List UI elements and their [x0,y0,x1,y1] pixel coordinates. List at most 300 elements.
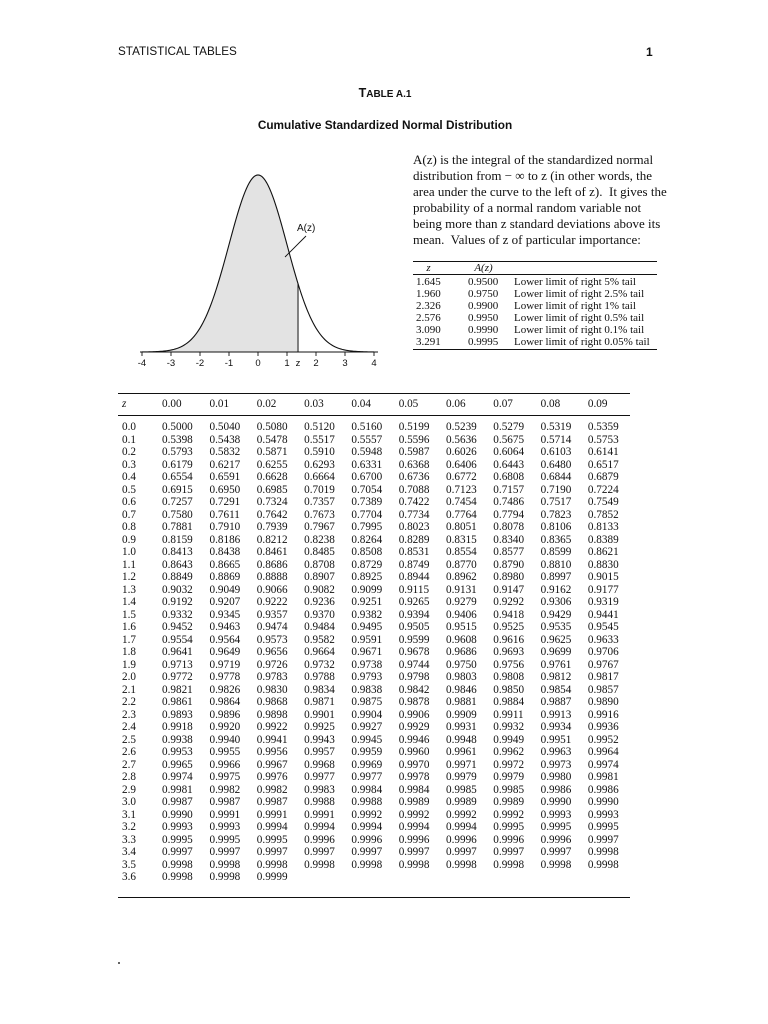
probability-value: 0.8888 [256,571,288,583]
probability-value: 0.9996 [351,833,383,846]
probability-value: 0.9985 [446,783,477,796]
key-z-value: 2.576 [416,312,441,324]
probability-value: 0.9992 [446,808,477,821]
probability-value: 0.8621 [587,546,619,558]
z-value: 0.6 [122,496,136,508]
probability-value: 0.7734 [398,508,430,521]
probability-value: 0.9989 [398,796,430,808]
probability-value: 0.9949 [493,733,525,746]
probability-value: 0.7454 [446,496,477,508]
probability-value: 0.9292 [493,596,525,608]
probability-value: 0.8665 [209,558,241,571]
z-column-header: z [122,398,127,410]
probability-value: 0.9750 [446,658,477,671]
table-rule [413,274,657,275]
probability-value: 0.9997 [351,846,383,858]
probability-value: 0.5871 [256,446,288,458]
probability-value: 0.6293 [304,458,335,471]
probability-value: 0.9951 [540,733,572,746]
probability-value: 0.6879 [587,471,619,483]
key-probability-value: 0.9900 [468,300,499,312]
probability-value: 0.6255 [256,458,288,471]
probability-value: 0.8106 [540,521,572,533]
probability-value: 0.5040 [209,421,241,433]
table-row [118,509,630,522]
probability-value: 0.9998 [587,858,619,871]
probability-value: 0.7324 [256,496,288,508]
z-value: 0.7 [122,508,136,521]
probability-value: 0.9987 [256,796,288,808]
z-value: 3.2 [122,821,136,833]
probability-value: 0.9981 [587,771,619,783]
probability-value: 0.5675 [493,433,525,446]
table-row [118,696,630,709]
probability-value: 0.9564 [209,633,241,646]
probability-value: 0.8078 [493,521,525,533]
probability-value: 0.9803 [446,671,477,683]
probability-value: 0.9582 [304,633,335,646]
probability-value: 0.7881 [162,521,193,533]
probability-value: 0.9082 [304,583,335,596]
probability-value: 0.8849 [162,571,193,583]
probability-value: 0.6103 [540,446,572,458]
probability-value: 0.5239 [446,421,477,433]
key-z-value: 3.291 [416,336,441,348]
probability-value: 0.9998 [446,858,477,871]
column-header: 0.07 [493,398,513,410]
table-row [118,471,630,484]
probability-value: 0.9686 [446,646,477,658]
tick-label: 2 [313,358,319,369]
table-label: TABLE A.1 [358,86,412,100]
probability-value: 0.9979 [446,771,477,783]
intro-line: being more than z standard deviations above its [413,216,661,231]
tick-label: -3 [166,358,176,369]
probability-value: 0.7422 [398,496,430,508]
probability-value: 0.9993 [540,808,572,821]
probability-value: 0.9952 [587,733,619,746]
probability-value: 0.9608 [446,633,477,646]
probability-value: 0.9998 [351,858,383,871]
probability-value: 0.9821 [162,683,193,696]
probability-value: 0.9990 [162,808,193,821]
running-head: STATISTICAL TABLES [118,45,237,58]
probability-value: 0.9996 [446,833,477,846]
probability-value: 0.5753 [587,433,619,446]
probability-value: 0.7580 [162,508,193,521]
probability-value: 0.9893 [162,708,193,721]
probability-value: 0.6554 [162,471,193,483]
probability-value: 0.9370 [304,608,335,621]
probability-value: 0.6179 [162,458,193,471]
probability-value: 0.9997 [162,846,193,858]
z-value: 2.8 [122,771,136,783]
key-description: Lower limit of right 0.5% tail [514,312,645,324]
intro-line: distribution from − ∞ to z (in other words, the [413,168,653,183]
probability-value: 0.6985 [256,483,288,496]
probability-value: 0.9994 [351,821,383,833]
z-value: 3.3 [122,833,136,846]
probability-value: 0.5478 [256,433,288,446]
probability-value: 0.5517 [304,433,335,446]
probability-value: 0.9953 [162,746,193,758]
probability-value: 0.9982 [209,783,241,796]
table-rule [118,415,630,416]
probability-value: 0.8023 [398,521,430,533]
table-row [118,534,630,547]
probability-value: 0.9808 [493,671,525,683]
area-label: A(z) [297,223,316,234]
probability-value: 0.9772 [162,671,193,683]
probability-value: 0.8186 [209,533,241,546]
probability-value: 0.5596 [398,433,430,446]
z-value: 2.0 [122,671,136,683]
probability-value: 0.9599 [398,633,430,646]
probability-value: 0.6591 [209,471,241,483]
probability-value: 0.9884 [493,696,525,708]
key-z-value: 1.645 [416,276,441,288]
probability-value: 0.9429 [540,608,572,621]
probability-value: 0.9996 [540,833,572,846]
key-probability-value: 0.9750 [468,288,499,300]
table-row [118,784,630,797]
probability-value: 0.9976 [256,771,288,783]
z-value: 3.0 [122,796,136,808]
table-row [118,659,630,672]
intro-line: area under the curve to the left of z). It gives the [413,184,667,199]
probability-value: 0.9484 [304,621,335,633]
key-description: Lower limit of right 2.5% tail [514,288,645,300]
probability-value: 0.8810 [540,558,572,571]
probability-value: 0.6808 [493,471,525,483]
probability-value: 0.8643 [162,558,193,571]
probability-value: 0.9931 [446,721,477,733]
probability-value: 0.9099 [351,583,383,596]
probability-value: 0.6217 [209,458,241,471]
probability-value: 0.9960 [398,746,430,758]
table-row [118,496,630,509]
tick-label: -2 [195,358,205,369]
probability-value: 0.9934 [540,721,572,733]
probability-value: 0.9656 [256,646,288,658]
probability-value: 0.5910 [304,446,335,458]
column-header: 0.06 [446,398,466,410]
probability-value: 0.6406 [446,458,477,471]
probability-value: 0.9474 [256,621,288,633]
probability-value: 0.5832 [209,446,241,458]
z-value: 2.5 [122,733,136,746]
probability-value: 0.9463 [209,621,241,633]
probability-value: 0.7611 [209,508,240,521]
probability-value: 0.9452 [162,621,193,633]
probability-value: 0.9505 [398,621,430,633]
table-row [118,846,630,859]
probability-value: 0.9985 [493,783,525,796]
probability-value: 0.9032 [162,583,193,596]
probability-value: 0.9991 [256,808,288,821]
key-z-value: 3.090 [416,324,441,336]
probability-value: 0.9998 [304,858,335,871]
key-description: Lower limit of right 0.05% tail [514,336,650,348]
probability-value: 0.7389 [351,496,383,508]
probability-value: 0.9664 [304,646,335,658]
probability-value: 0.9913 [540,708,572,721]
key-table-row [413,276,657,288]
probability-value: 0.9998 [398,858,430,871]
z-value: 1.3 [122,583,136,596]
table-title: Cumulative Standardized Normal Distribution [257,118,513,132]
table-row [118,859,630,872]
probability-value: 0.9938 [162,733,193,746]
column-header: 0.05 [398,398,419,410]
table-row [118,421,630,434]
probability-value: 0.8508 [351,546,383,558]
probability-value: 0.9998 [209,871,241,883]
tick-label: -4 [137,358,147,369]
key-description: Lower limit of right 1% tail [514,300,636,312]
probability-value: 0.8238 [304,533,335,546]
key-column-header: A(z) [474,262,493,274]
z-value: 1.6 [122,621,136,633]
probability-value: 0.8577 [493,546,525,558]
probability-value: 0.9992 [351,808,383,821]
probability-value: 0.9993 [587,808,619,821]
probability-value: 0.7910 [209,521,241,533]
probability-value: 0.9896 [209,708,241,721]
probability-value: 0.9641 [162,646,193,658]
probability-value: 0.9633 [587,633,619,646]
z-value: 0.3 [122,458,136,471]
probability-value: 0.9998 [493,858,525,871]
probability-value: 0.7224 [587,483,619,496]
probability-value: 0.9726 [256,658,288,671]
probability-value: 0.9850 [493,683,525,696]
probability-value: 0.9941 [256,733,288,746]
z-value: 0.1 [122,433,136,446]
probability-value: 0.5120 [304,421,335,433]
probability-value: 0.9744 [398,658,430,671]
probability-value: 0.9838 [351,683,383,696]
probability-value: 0.9265 [398,596,430,608]
z-value: 1.9 [122,658,136,671]
probability-value: 0.9719 [209,658,241,671]
z-value: 1.2 [122,571,136,583]
z-value: 2.9 [122,783,136,796]
probability-value: 0.6628 [256,471,288,483]
table-rule [118,897,630,898]
table-row [118,721,630,734]
table-row [118,734,630,747]
probability-value: 0.9418 [493,608,525,621]
probability-value: 0.5398 [162,433,193,446]
probability-value: 0.9922 [256,721,288,733]
probability-value: 0.7486 [493,496,525,508]
probability-value: 0.7852 [587,508,619,521]
probability-value: 0.9842 [398,683,430,696]
probability-value: 0.9984 [351,783,383,796]
normal-distribution-table [118,393,630,898]
probability-value: 0.9732 [304,658,335,671]
table-row [118,671,630,684]
probability-value: 0.6844 [540,471,572,483]
probability-value: 0.9761 [540,658,572,671]
probability-value: 0.7794 [493,508,525,521]
probability-value: 0.5714 [540,433,572,446]
probability-value: 0.8212 [256,533,288,546]
probability-value: 0.9994 [304,821,335,833]
probability-value: 0.7190 [540,483,572,496]
probability-value: 0.8389 [587,533,619,546]
probability-value: 0.9945 [351,733,383,746]
probability-value: 0.9846 [446,683,477,696]
z-value: 3.1 [122,808,136,821]
z-value: 2.3 [122,708,136,721]
probability-value: 0.9678 [398,646,430,658]
probability-value: 0.9738 [351,658,383,671]
probability-value: 0.6480 [540,458,572,471]
probability-value: 0.9357 [256,608,288,621]
probability-value: 0.9525 [493,621,525,633]
table-row [118,596,630,609]
probability-value: 0.5438 [209,433,241,446]
probability-value: 0.9996 [398,833,430,846]
table-row [118,821,630,834]
tick-label: 0 [255,358,261,369]
probability-value: 0.9968 [304,758,335,771]
probability-value: 0.9868 [256,696,288,708]
table-row [118,459,630,472]
probability-value: 0.9406 [446,608,477,621]
probability-value: 0.7995 [351,521,383,533]
z-value: 2.7 [122,758,136,771]
probability-value: 0.9798 [398,671,430,683]
table-row [118,559,630,572]
probability-value: 0.9956 [256,746,288,758]
probability-value: 0.9306 [540,596,572,608]
probability-value: 0.9898 [256,708,288,721]
probability-value: 0.9861 [162,696,193,708]
probability-value: 0.9251 [351,596,383,608]
probability-value: 0.9995 [256,833,288,846]
probability-value: 0.7054 [351,483,383,496]
probability-value: 0.8485 [304,546,335,558]
z-value: 3.4 [122,846,136,858]
probability-value: 0.8770 [446,558,477,571]
probability-value: 0.9977 [351,771,383,783]
probability-value: 0.9875 [351,696,383,708]
key-probability-value: 0.9995 [468,336,499,348]
probability-value: 0.8438 [209,546,241,558]
z-value: 2.4 [122,721,136,733]
probability-value: 0.9943 [304,733,335,746]
probability-value: 0.9987 [209,796,241,808]
probability-value: 0.9966 [209,758,241,771]
z-value: 3.5 [122,858,136,871]
probability-value: 0.9671 [351,646,383,658]
probability-value: 0.9959 [351,746,383,758]
probability-value: 0.7019 [304,483,335,496]
probability-value: 0.9147 [493,583,525,596]
probability-value: 0.9767 [587,658,619,671]
probability-value: 0.8790 [493,558,525,571]
probability-value: 0.9967 [256,758,288,771]
z-value: 0.5 [122,483,136,496]
probability-value: 0.9984 [398,783,430,796]
column-header: 0.04 [351,398,371,410]
table-row [118,796,630,809]
probability-value: 0.9936 [587,721,619,733]
probability-value: 0.9977 [304,771,335,783]
probability-value: 0.7967 [304,521,335,533]
probability-value: 0.9988 [304,796,335,808]
key-values-table [413,261,657,350]
probability-value: 0.7704 [351,508,383,521]
z-value: 1.7 [122,633,136,646]
probability-value: 0.8686 [256,558,288,571]
probability-value: 0.9887 [540,696,572,708]
probability-value: 0.9997 [304,846,335,858]
table-header-row [118,398,630,411]
probability-value: 0.9948 [446,733,477,746]
probability-value: 0.5000 [162,421,193,433]
probability-value: 0.8315 [446,533,477,546]
probability-value: 0.9988 [351,796,383,808]
table-row [118,759,630,772]
probability-value: 0.9279 [446,596,477,608]
probability-value: 0.9981 [162,783,193,796]
probability-value: 0.9940 [209,733,241,746]
table-row [118,546,630,559]
stray-mark [118,962,120,964]
key-column-header: z [426,262,431,274]
probability-value: 0.8869 [209,571,241,583]
probability-value: 0.6772 [446,471,477,483]
probability-value: 0.9986 [587,783,619,796]
probability-value: 0.8729 [351,558,383,571]
key-probability-value: 0.9500 [468,276,499,288]
probability-value: 0.9987 [162,796,193,808]
probability-value: 0.5793 [162,446,193,458]
probability-value: 0.9495 [351,621,383,633]
probability-value: 0.8133 [587,521,619,533]
key-description: Lower limit of right 5% tail [514,276,636,288]
probability-value: 0.6368 [398,458,430,471]
probability-value: 0.7357 [304,496,335,508]
probability-value: 0.9394 [398,608,430,621]
probability-value: 0.9906 [398,708,430,721]
probability-value: 0.9955 [209,746,241,758]
probability-value: 0.9986 [540,783,572,796]
probability-value: 0.9962 [493,746,525,758]
probability-value: 0.9049 [209,583,241,596]
probability-value: 0.7764 [446,508,477,521]
table-row [118,709,630,722]
probability-value: 0.9756 [493,658,525,671]
probability-value: 0.7823 [540,508,572,521]
probability-value: 0.9946 [398,733,430,746]
key-probability-value: 0.9990 [468,324,499,336]
probability-value: 0.9817 [587,671,619,683]
probability-value: 0.8340 [493,533,525,546]
probability-value: 0.8264 [351,533,383,546]
probability-value: 0.9177 [587,583,619,596]
probability-value: 0.9162 [540,583,572,596]
probability-value: 0.9980 [540,771,572,783]
probability-value: 0.9834 [304,683,335,696]
probability-value: 0.9131 [446,583,477,596]
probability-value: 0.9998 [162,858,193,871]
probability-value: 0.5636 [446,433,477,446]
